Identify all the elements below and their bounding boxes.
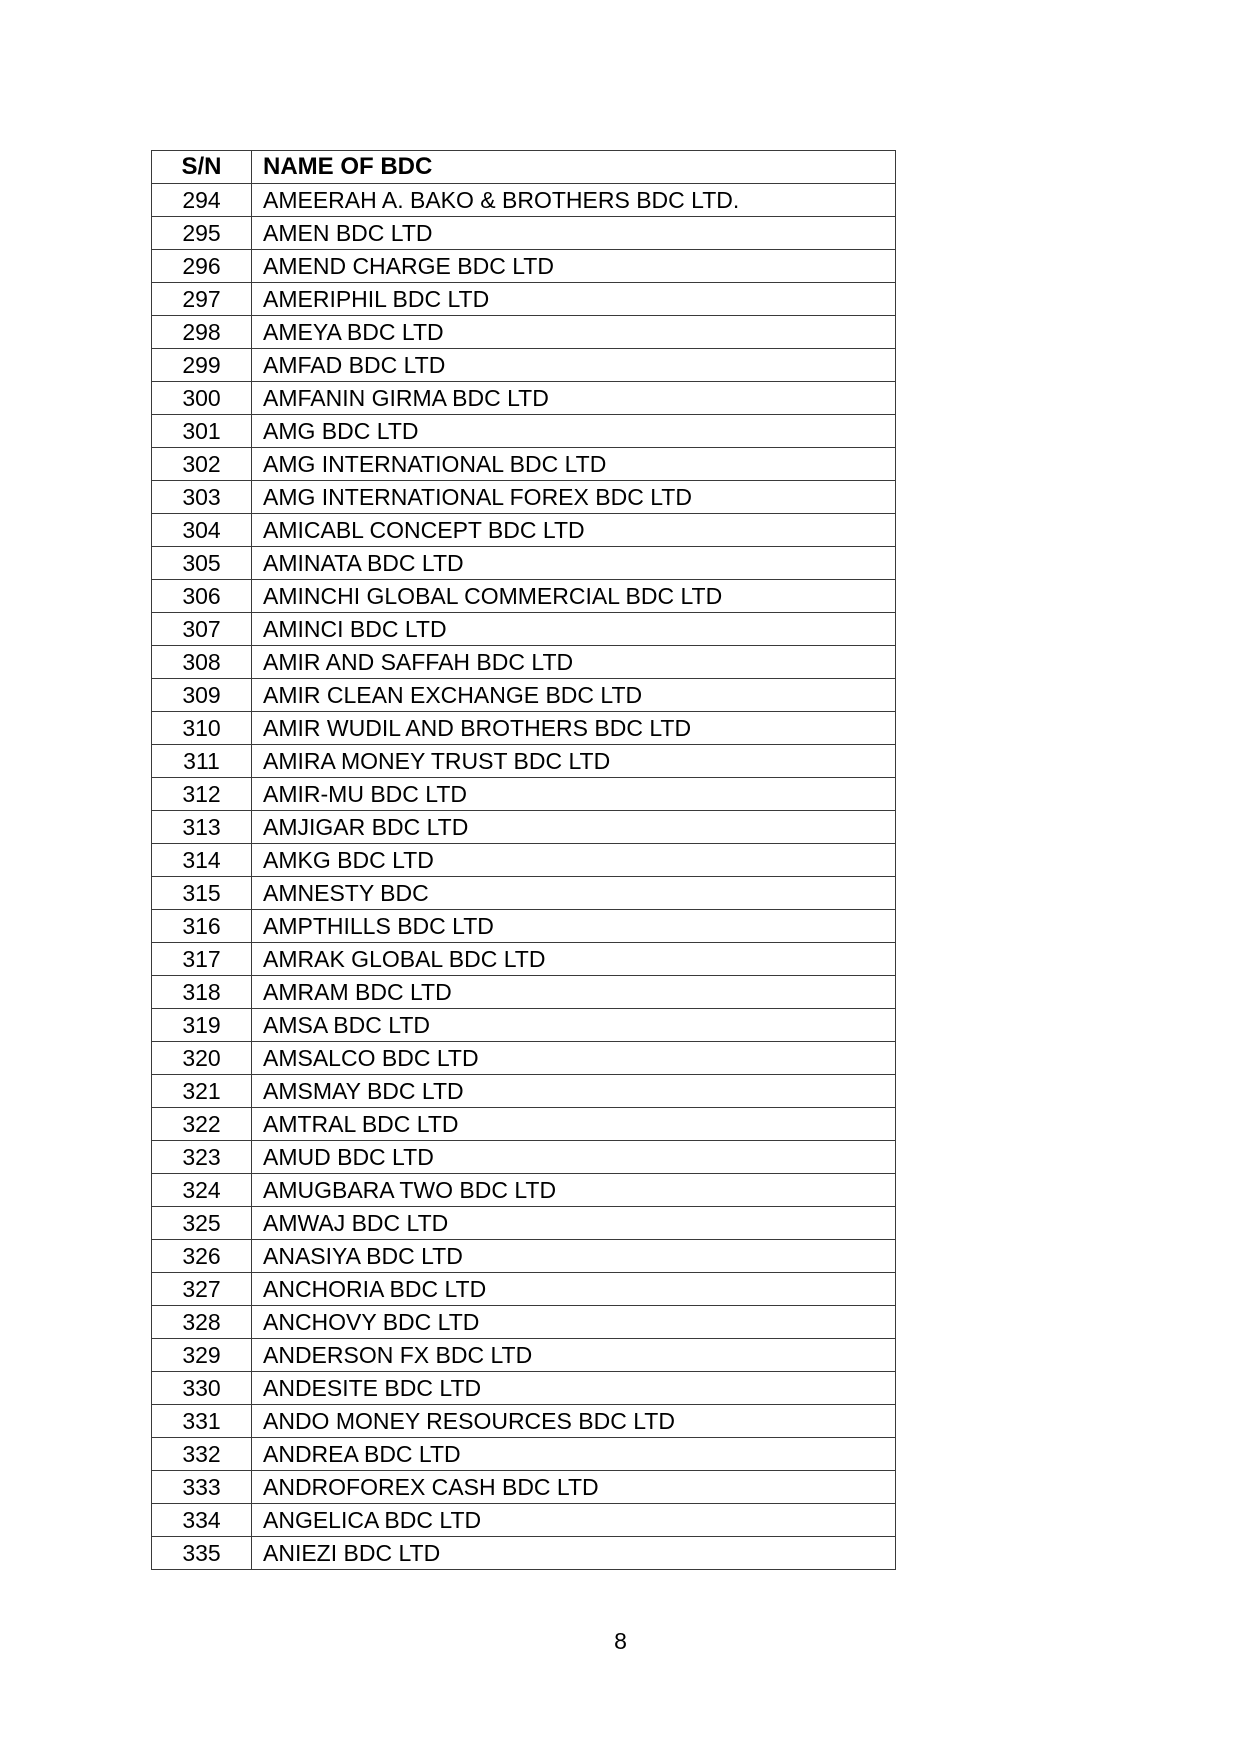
row-bdc-name: ANDO MONEY RESOURCES BDC LTD xyxy=(252,1405,896,1438)
table-row xyxy=(152,811,896,844)
table-row xyxy=(152,712,896,745)
row-bdc-name: AMSA BDC LTD xyxy=(252,1009,896,1042)
table-row xyxy=(152,1339,896,1372)
row-sn: 307 xyxy=(152,613,252,646)
table-row xyxy=(152,877,896,910)
row-sn: 317 xyxy=(152,943,252,976)
row-sn: 314 xyxy=(152,844,252,877)
row-sn: 301 xyxy=(152,415,252,448)
row-sn: 303 xyxy=(152,481,252,514)
table-row xyxy=(152,217,896,250)
row-sn: 308 xyxy=(152,646,252,679)
row-sn: 323 xyxy=(152,1141,252,1174)
table-row xyxy=(152,778,896,811)
table-body xyxy=(152,184,896,1570)
row-sn: 309 xyxy=(152,679,252,712)
row-bdc-name: AMEERAH A. BAKO & BROTHERS BDC LTD. xyxy=(252,184,896,217)
row-bdc-name: ANDREA BDC LTD xyxy=(252,1438,896,1471)
row-bdc-name: ANDERSON FX BDC LTD xyxy=(252,1339,896,1372)
header-name: NAME OF BDC xyxy=(252,151,896,184)
row-bdc-name: AMWAJ BDC LTD xyxy=(252,1207,896,1240)
bdc-table xyxy=(151,150,896,1570)
row-sn: 296 xyxy=(152,250,252,283)
row-sn: 333 xyxy=(152,1471,252,1504)
table-row xyxy=(152,1075,896,1108)
row-sn: 324 xyxy=(152,1174,252,1207)
row-bdc-name: AMIR-MU BDC LTD xyxy=(252,778,896,811)
row-sn: 326 xyxy=(152,1240,252,1273)
table-row xyxy=(152,382,896,415)
row-bdc-name: ANCHOVY BDC LTD xyxy=(252,1306,896,1339)
table-row xyxy=(152,1141,896,1174)
row-sn: 329 xyxy=(152,1339,252,1372)
table-row xyxy=(152,250,896,283)
table-row xyxy=(152,1174,896,1207)
table-row xyxy=(152,1537,896,1570)
table-row xyxy=(152,1273,896,1306)
row-bdc-name: AMNESTY BDC xyxy=(252,877,896,910)
row-bdc-name: AMFAD BDC LTD xyxy=(252,349,896,382)
row-bdc-name: AMJIGAR BDC LTD xyxy=(252,811,896,844)
table-row xyxy=(152,349,896,382)
row-bdc-name: AMG BDC LTD xyxy=(252,415,896,448)
row-sn: 304 xyxy=(152,514,252,547)
table-row xyxy=(152,976,896,1009)
row-bdc-name: AMINCI BDC LTD xyxy=(252,613,896,646)
table-row xyxy=(152,1471,896,1504)
row-bdc-name: ANCHORIA BDC LTD xyxy=(252,1273,896,1306)
row-bdc-name: AMG INTERNATIONAL FOREX BDC LTD xyxy=(252,481,896,514)
table-row xyxy=(152,745,896,778)
table-row xyxy=(152,1306,896,1339)
row-bdc-name: AMFANIN GIRMA BDC LTD xyxy=(252,382,896,415)
table-row xyxy=(152,1504,896,1537)
row-sn: 316 xyxy=(152,910,252,943)
row-sn: 298 xyxy=(152,316,252,349)
row-bdc-name: AMUGBARA TWO BDC LTD xyxy=(252,1174,896,1207)
row-bdc-name: AMICABL CONCEPT BDC LTD xyxy=(252,514,896,547)
table-row xyxy=(152,1207,896,1240)
table-row xyxy=(152,481,896,514)
table-row xyxy=(152,415,896,448)
row-sn: 335 xyxy=(152,1537,252,1570)
table-row xyxy=(152,448,896,481)
row-sn: 294 xyxy=(152,184,252,217)
row-sn: 300 xyxy=(152,382,252,415)
table-row xyxy=(152,613,896,646)
table-row xyxy=(152,910,896,943)
row-bdc-name: AMRAM BDC LTD xyxy=(252,976,896,1009)
table-row xyxy=(152,844,896,877)
table-header xyxy=(152,151,896,184)
row-bdc-name: AMSMAY BDC LTD xyxy=(252,1075,896,1108)
row-sn: 295 xyxy=(152,217,252,250)
table-row xyxy=(152,514,896,547)
table-row xyxy=(152,316,896,349)
row-bdc-name: AMIR WUDIL AND BROTHERS BDC LTD xyxy=(252,712,896,745)
row-sn: 310 xyxy=(152,712,252,745)
row-sn: 305 xyxy=(152,547,252,580)
row-bdc-name: AMSALCO BDC LTD xyxy=(252,1042,896,1075)
row-sn: 302 xyxy=(152,448,252,481)
row-sn: 332 xyxy=(152,1438,252,1471)
row-bdc-name: ANASIYA BDC LTD xyxy=(252,1240,896,1273)
table-row xyxy=(152,283,896,316)
row-bdc-name: AMINCHI GLOBAL COMMERCIAL BDC LTD xyxy=(252,580,896,613)
row-bdc-name: ANDESITE BDC LTD xyxy=(252,1372,896,1405)
row-sn: 322 xyxy=(152,1108,252,1141)
row-sn: 331 xyxy=(152,1405,252,1438)
table-row xyxy=(152,1042,896,1075)
row-bdc-name: AMIR AND SAFFAH BDC LTD xyxy=(252,646,896,679)
row-sn: 325 xyxy=(152,1207,252,1240)
table-row xyxy=(152,580,896,613)
row-bdc-name: AMTRAL BDC LTD xyxy=(252,1108,896,1141)
table-row xyxy=(152,1405,896,1438)
table-row xyxy=(152,943,896,976)
row-bdc-name: AMRAK GLOBAL BDC LTD xyxy=(252,943,896,976)
row-bdc-name: AMKG BDC LTD xyxy=(252,844,896,877)
table-row xyxy=(152,1240,896,1273)
row-bdc-name: AMIRA MONEY TRUST BDC LTD xyxy=(252,745,896,778)
row-bdc-name: AMINATA BDC LTD xyxy=(252,547,896,580)
row-bdc-name: AMERIPHIL BDC LTD xyxy=(252,283,896,316)
row-sn: 328 xyxy=(152,1306,252,1339)
header-sn: S/N xyxy=(152,151,252,184)
page-number: 8 xyxy=(614,1628,627,1654)
row-sn: 327 xyxy=(152,1273,252,1306)
row-bdc-name: ANIEZI BDC LTD xyxy=(252,1537,896,1570)
row-sn: 330 xyxy=(152,1372,252,1405)
table-row xyxy=(152,1009,896,1042)
row-bdc-name: AMPTHILLS BDC LTD xyxy=(252,910,896,943)
row-bdc-name: ANGELICA BDC LTD xyxy=(252,1504,896,1537)
row-sn: 319 xyxy=(152,1009,252,1042)
row-sn: 306 xyxy=(152,580,252,613)
row-sn: 299 xyxy=(152,349,252,382)
table-row xyxy=(152,184,896,217)
row-sn: 312 xyxy=(152,778,252,811)
row-bdc-name: AMUD BDC LTD xyxy=(252,1141,896,1174)
row-sn: 318 xyxy=(152,976,252,1009)
row-sn: 320 xyxy=(152,1042,252,1075)
table-row xyxy=(152,646,896,679)
row-bdc-name: AMIR CLEAN EXCHANGE BDC LTD xyxy=(252,679,896,712)
table-row xyxy=(152,547,896,580)
table-row xyxy=(152,1438,896,1471)
row-sn: 311 xyxy=(152,745,252,778)
row-sn: 313 xyxy=(152,811,252,844)
header-row xyxy=(152,151,896,184)
row-bdc-name: AMEYA BDC LTD xyxy=(252,316,896,349)
row-bdc-name: ANDROFOREX CASH BDC LTD xyxy=(252,1471,896,1504)
table-row xyxy=(152,1108,896,1141)
table-row xyxy=(152,679,896,712)
row-bdc-name: AMEN BDC LTD xyxy=(252,217,896,250)
row-sn: 321 xyxy=(152,1075,252,1108)
row-bdc-name: AMEND CHARGE BDC LTD xyxy=(252,250,896,283)
row-sn: 315 xyxy=(152,877,252,910)
row-sn: 334 xyxy=(152,1504,252,1537)
row-sn: 297 xyxy=(152,283,252,316)
table-row xyxy=(152,1372,896,1405)
row-bdc-name: AMG INTERNATIONAL BDC LTD xyxy=(252,448,896,481)
